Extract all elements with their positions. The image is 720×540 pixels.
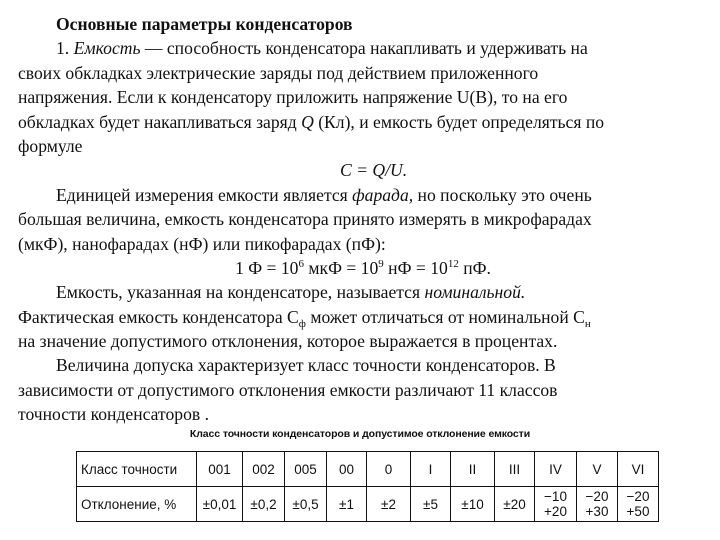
class-cell: 00 [327, 452, 367, 487]
text-fragment: (Кл), и емкость будет определяться по [313, 111, 605, 132]
subscript: н [584, 317, 591, 330]
deviation-value: ±20 [503, 496, 526, 512]
text-fragment: 1 Ф = 10 [235, 257, 299, 278]
deviation-value: ±0,5 [292, 496, 319, 512]
table-row-classes [77, 452, 659, 487]
deviation-value: ±5 [423, 496, 438, 512]
paragraph-capacity-line-5: формуле [18, 135, 83, 156]
paragraph-nominal-line-1 [18, 280, 708, 304]
row-header-class: Класс точности [77, 452, 197, 487]
accuracy-class-table [76, 451, 659, 522]
deviation-cell [535, 487, 577, 522]
deviation-cell [243, 487, 285, 522]
deviation-cell [618, 487, 659, 522]
paragraph-tolerance-line-2: зависимости от допустимого отклонения емкости различают 11 классов [18, 379, 558, 400]
exponent: 9 [378, 257, 384, 270]
deviation-cell [577, 487, 618, 522]
class-cell: 002 [243, 452, 285, 487]
subscript: ф [298, 317, 306, 330]
text-fragment: мкФ = 10 [303, 257, 379, 278]
deviation-value: ±0,01 [202, 496, 237, 512]
symbol-q: Q [301, 111, 314, 132]
deviation-cell [411, 487, 451, 522]
text-fragment: обкладках будет накапливаться заряд [18, 111, 302, 132]
paragraph-tolerance-line-3: точности конденсаторов . [18, 404, 209, 425]
text-fragment: — способность конденсатора накапливать и удерживать на [140, 38, 588, 59]
class-cell: II [451, 452, 495, 487]
text-fragment: но поскольку это очень [413, 184, 592, 205]
deviation-cell [327, 487, 367, 522]
text-fragment: Емкость, указанная на конденсаторе, называется [56, 282, 425, 303]
deviation-cell [285, 487, 327, 522]
text-fragment: может отличаться от номинальной С [305, 306, 585, 327]
exponent: 12 [447, 257, 459, 270]
deviation-cell [495, 487, 535, 522]
unit-conversion-formula [18, 256, 708, 280]
deviation-value: ±10 [461, 496, 484, 512]
deviation-cell [367, 487, 411, 522]
class-cell: 001 [197, 452, 243, 487]
paragraph-units-line-2: большая величина, емкость конденсатора принято измерять в микрофарадах [18, 209, 592, 230]
document-body [18, 12, 708, 427]
paragraph-nominal-line-2 [18, 305, 708, 329]
class-cell: VI [618, 452, 659, 487]
section-heading: Основные параметры конденсаторов [56, 14, 353, 34]
term-nominal: номинальной. [424, 282, 526, 303]
deviation-value: +30 [585, 504, 609, 519]
paragraph-capacity-line-3: напряжения. Если к конденсатору приложить напряжение U(В), то на его [18, 87, 568, 108]
exponent: 6 [298, 257, 304, 270]
class-cell: V [577, 452, 618, 487]
paragraph-units-line-3: (мкФ), нанофарадах (нФ) или пикофарадах (пФ): [18, 233, 386, 254]
table-row-deviations [77, 487, 659, 522]
deviation-value: +50 [626, 504, 650, 519]
deviation-value: ±2 [381, 496, 396, 512]
deviation-value: ±0,2 [250, 496, 277, 512]
paragraph-tolerance-line-1: Величина допуска характеризует класс точности конденсаторов. В [56, 355, 556, 376]
deviation-value: −10 [544, 489, 567, 504]
class-cell: 0 [367, 452, 411, 487]
deviation-cell [197, 487, 243, 522]
text-fragment: Фактическая емкость конденсатора С [18, 306, 299, 327]
item-number: 1. [56, 38, 70, 59]
term-farad: фарада, [352, 184, 414, 205]
paragraph-nominal-line-3: на значение допустимого отклонения, которое выражается в процентах. [18, 331, 558, 352]
class-cell: IV [535, 452, 577, 487]
capacity-formula: C = Q/U. [340, 160, 408, 181]
text-fragment: Единицей измерения емкости является [56, 184, 353, 205]
class-cell: III [495, 452, 535, 487]
table-caption: Класс точности конденсаторов и допустимое отклонение емкости [189, 428, 531, 440]
paragraph-units-line-1 [18, 183, 708, 207]
deviation-value: −20 [585, 489, 609, 504]
deviation-value: +20 [544, 504, 567, 519]
deviation-cell [451, 487, 495, 522]
paragraph-capacity-line-1 [18, 36, 708, 60]
text-fragment: нФ = 10 [383, 257, 448, 278]
class-cell: I [411, 452, 451, 487]
row-header-deviation: Отклонение, % [77, 487, 197, 522]
deviation-value: −20 [626, 489, 650, 504]
text-fragment: пФ. [458, 257, 491, 278]
deviation-value: ±1 [339, 496, 354, 512]
paragraph-capacity-line-4 [18, 110, 708, 134]
term-capacity: Емкость [73, 38, 141, 59]
class-cell: 005 [285, 452, 327, 487]
paragraph-capacity-line-2: своих обкладках электрические заряды под действием приложенного [18, 62, 539, 83]
